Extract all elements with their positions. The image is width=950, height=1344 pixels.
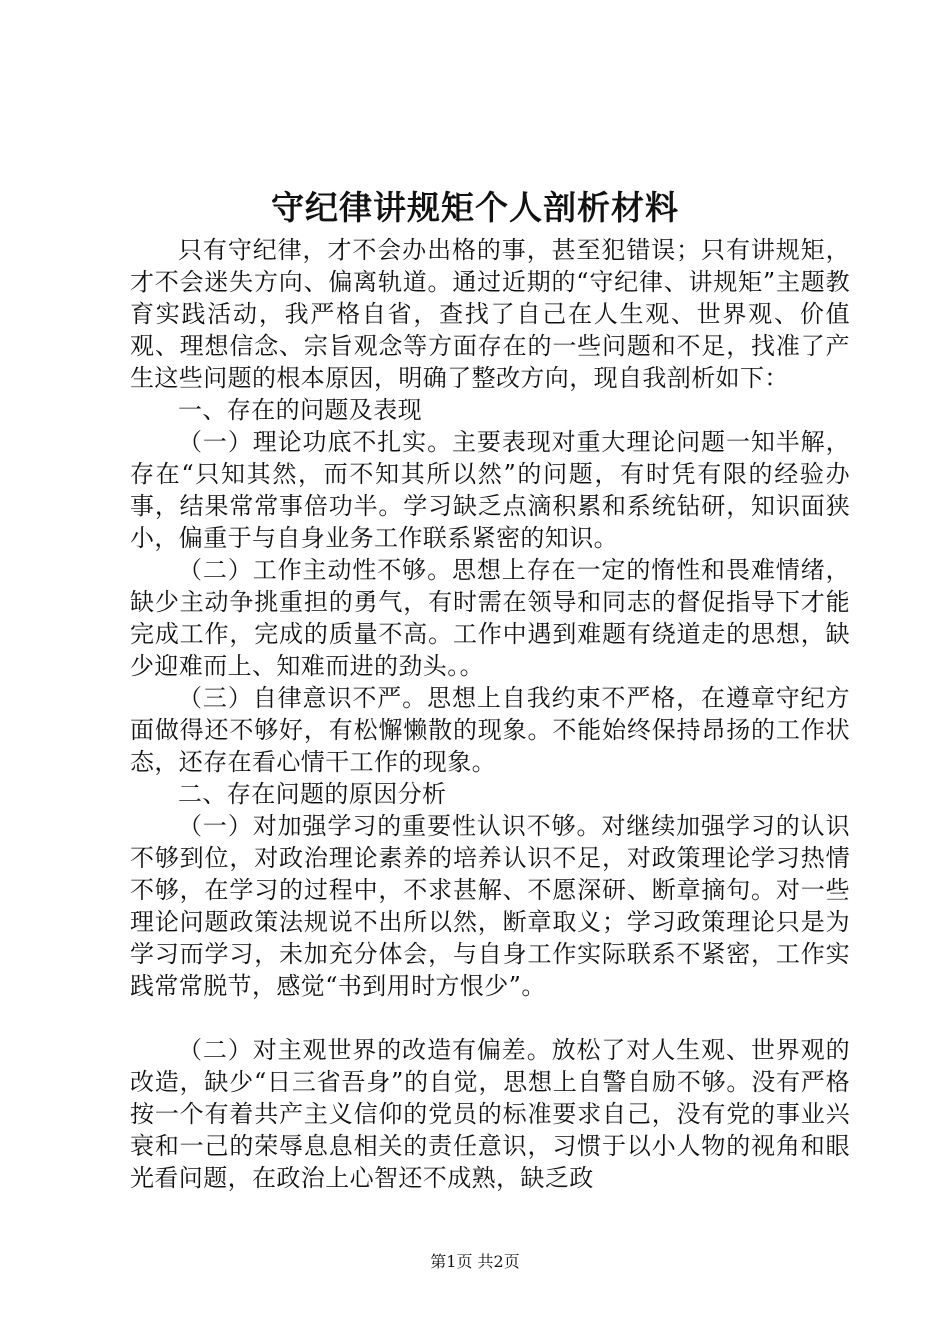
document-body	[130, 234, 850, 1194]
page-number-footer: 第1页 共2页	[430, 1252, 520, 1271]
document-title: 守纪律讲规矩个人剖析材料	[271, 188, 679, 227]
problem-item-3: （三）自律意识不严。思想上自我约束不严格，在遵章守纪方面做得还不够好，有松懈懒散的现象。不能始终保持昂扬的工作状态，还存在看心情干工作的现象。	[130, 684, 850, 776]
section-heading-causes: 二、存在问题的原因分析	[178, 780, 447, 808]
section-heading-problems: 一、存在的问题及表现	[178, 396, 422, 424]
cause-item-2: （二）对主观世界的改造有偏差。放松了对人生观、世界观的改造，缺少“日三省吾身”的自觉，思想上自警自励不够。没有严格按一个有着共产主义信仰的党员的标准要求自己，没有党的事业兴衰和一己的荣辱息息相关的责任意识，习惯于以小人物的视角和眼光看问题，在政治上心智还不成熟，缺乏政	[130, 1036, 850, 1192]
problem-item-1: （一）理论功底不扎实。主要表现对重大理论问题一知半解，存在“只知其然，而不知其所以然”的问题，有时凭有限的经验办事，结果常常事倍功半。学习缺乏点滴积累和系统钻研，知识面狭小，偏重于与自身业务工作联系紧密的知识。	[130, 428, 850, 552]
intro-paragraph: 只有守纪律，才不会办出格的事，甚至犯错误；只有讲规矩，才不会迷失方向、偏离轨道。通过近期的“守纪律、讲规矩”主题教育实践活动，我严格自省，查找了自己在人生观、世界观、价值观、理想信念、宗旨观念等方面存在的一些问题和不足，找准了产生这些问题的根本原因，明确了整改方向，现自我剖析如下：	[130, 236, 850, 392]
paragraph-spacer	[130, 1002, 850, 1034]
problem-item-2: （二）工作主动性不够。思想上存在一定的惰性和畏难情绪，缺少主动争挑重担的勇气，有时需在领导和同志的督促指导下才能完成工作，完成的质量不高。工作中遇到难题有绕道走的思想，缺少迎难而上、知难而进的劲头。。	[130, 556, 850, 680]
cause-item-1: （一）对加强学习的重要性认识不够。对继续加强学习的认识不够到位，对政治理论素养的培养认识不足，对政策理论学习热情不够，在学习的过程中，不求甚解、不愿深研、断章摘句。对一些理论问题政策法规说不出所以然，断章取义；学习政策理论只是为学习而学习，未加充分体会，与自身工作实际联系不紧密，工作实践常常脱节，感觉“书到用时方恨少”。	[130, 812, 850, 1000]
